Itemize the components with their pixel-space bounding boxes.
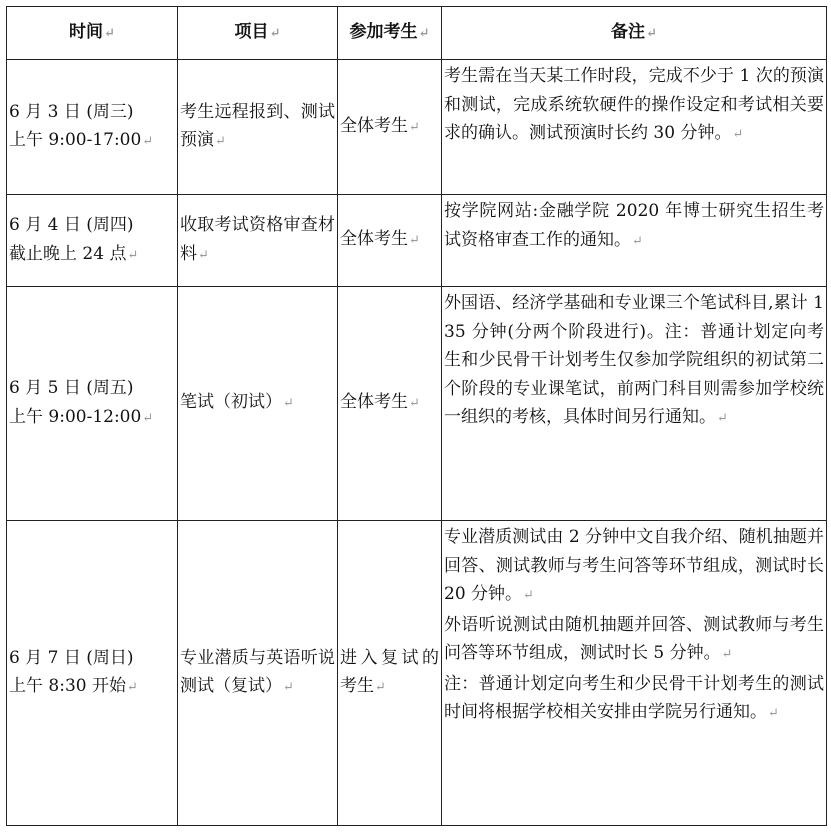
time-cell: 6 月 5 日 (周五) 上午 9:00-12:00↵ xyxy=(7,287,178,521)
note-paragraph: 注：普通计划定向考生和少民骨干计划考生的测试时间将根据学校相关安排由学院另行通知。↵ xyxy=(444,673,824,722)
note-paragraph: 专业潜质测试由 2 分钟中文自我介绍、随机抽题并回答、测试教师与考生问答等环节组成，测试时长 20 分钟。↵ xyxy=(444,527,824,604)
time-cell: 6 月 7 日 (周日) 上午 8:30 开始↵ xyxy=(7,521,178,826)
note-cell: 外国语、经济学基础和专业课三个笔试科目,累计 135 分钟(分两个阶段进行)。注：普通计划定向考生和少民骨干计划考生仅参加学院组织的初试第二个阶段的专业课笔试，前两门科目则需参加学校统一组织的考核，具体时间另行通知。↵ xyxy=(442,287,827,521)
time-cell: 6 月 3 日 (周三) 上午 9:00-17:00↵ xyxy=(7,60,178,195)
participants-cell: 进入复试的考生↵ xyxy=(338,521,442,826)
table-row xyxy=(7,195,827,287)
table-row xyxy=(7,287,827,521)
table-header-row xyxy=(7,7,827,60)
exam-schedule-table xyxy=(6,6,827,826)
note-cell: 按学院网站:金融学院 2020 年博士研究生招生考试资格审查工作的通知。↵ xyxy=(442,195,827,287)
table-row xyxy=(7,521,827,826)
header-note: 备注↵ xyxy=(442,7,827,60)
item-cell: 笔试（初试）↵ xyxy=(178,287,338,521)
note-cell: 考生需在当天某工作时段，完成不少于 1 次的预演和测试，完成系统软硬件的操作设定和考试相关要求的确认。测试预演时长约 30 分钟。↵ xyxy=(442,60,827,195)
item-cell: 收取考试资格审查材料↵ xyxy=(178,195,338,287)
participants-cell: 全体考生↵ xyxy=(338,287,442,521)
note-cell xyxy=(442,521,827,826)
header-participants: 参加考生↵ xyxy=(338,7,442,60)
header-time: 时间↵ xyxy=(7,7,178,60)
table-row xyxy=(7,60,827,195)
time-cell: 6 月 4 日 (周四) 截止晚上 24 点↵ xyxy=(7,195,178,287)
item-cell: 专业潜质与英语听说测试（复试）↵ xyxy=(178,521,338,826)
participants-cell: 全体考生↵ xyxy=(338,195,442,287)
header-item: 项目↵ xyxy=(178,7,338,60)
participants-cell: 全体考生↵ xyxy=(338,60,442,195)
note-paragraph: 外语听说测试由随机抽题并回答、测试教师与考生问答等环节组成，测试时长 5 分钟。↵ xyxy=(444,614,824,663)
item-cell: 考生远程报到、测试预演↵ xyxy=(178,60,338,195)
